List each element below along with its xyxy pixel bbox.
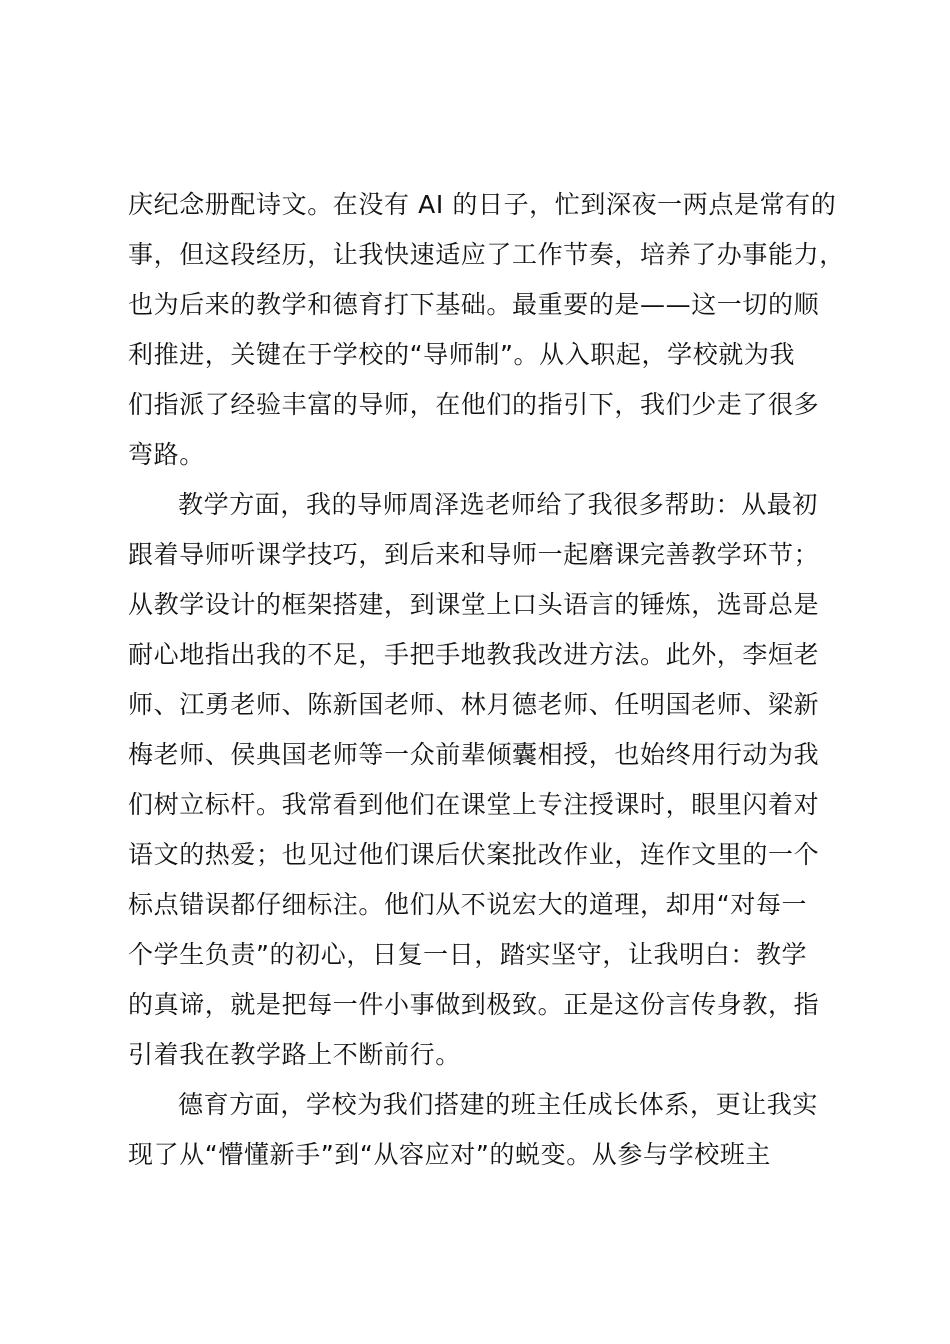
text-line: 引着我在教学路上不断前行。 (128, 1040, 461, 1069)
text-line: 利推进，关键在于学校的“导师制”。从入职起，学校就为我 (128, 340, 796, 369)
text-line: 们指派了经验丰富的导师，在他们的指引下，我们少走了很多 (128, 390, 820, 419)
text-line: 弯路。 (128, 440, 205, 469)
text-line: 跟着导师听课学技巧，到后来和导师一起磨课完善教学环节； (128, 540, 820, 569)
text-line: 庆纪念册配诗文。在没有 AI 的日子，忙到深夜一两点是常有的 (128, 190, 837, 219)
text-line: 师、江勇老师、陈新国老师、林月德老师、任明国老师、梁新 (128, 690, 820, 719)
text-line: 梅老师、侯典国老师等一众前辈倾囊相授，也始终用行动为我 (128, 740, 820, 769)
paragraph-first-line: 教学方面，我的导师周泽选老师给了我很多帮助：从最初 (178, 490, 819, 519)
text-line: 事，但这段经历，让我快速适应了工作节奏，培养了办事能力， (128, 240, 845, 269)
document-body (128, 180, 845, 1180)
text-line: 语文的热爱；也见过他们课后伏案批改作业，连作文里的一个 (128, 840, 820, 869)
text-line: 从教学设计的框架搭建，到课堂上口头语言的锤炼，选哥总是 (128, 590, 820, 619)
text-line: 现了从“懵懂新手”到“从容应对”的蜕变。从参与学校班主 (128, 1140, 772, 1169)
text-line: 的真谛，就是把每一件小事做到极致。正是这份言传身教，指 (128, 990, 820, 1019)
text-line: 也为后来的教学和德育打下基础。最重要的是——这一切的顺 (128, 290, 820, 319)
paragraph-first-line: 德育方面，学校为我们搭建的班主任成长体系，更让我实 (178, 1090, 819, 1119)
text-line: 们树立标杆。我常看到他们在课堂上专注授课时，眼里闪着对 (128, 790, 820, 819)
text-line: 标点错误都仔细标注。他们从不说宏大的道理，却用“对每一 (128, 890, 808, 919)
text-line: 耐心地指出我的不足，手把手地教我改进方法。此外，李烜老 (128, 640, 820, 669)
text-line: 个学生负责”的初心，日复一日，踏实坚守，让我明白：教学 (128, 940, 808, 969)
